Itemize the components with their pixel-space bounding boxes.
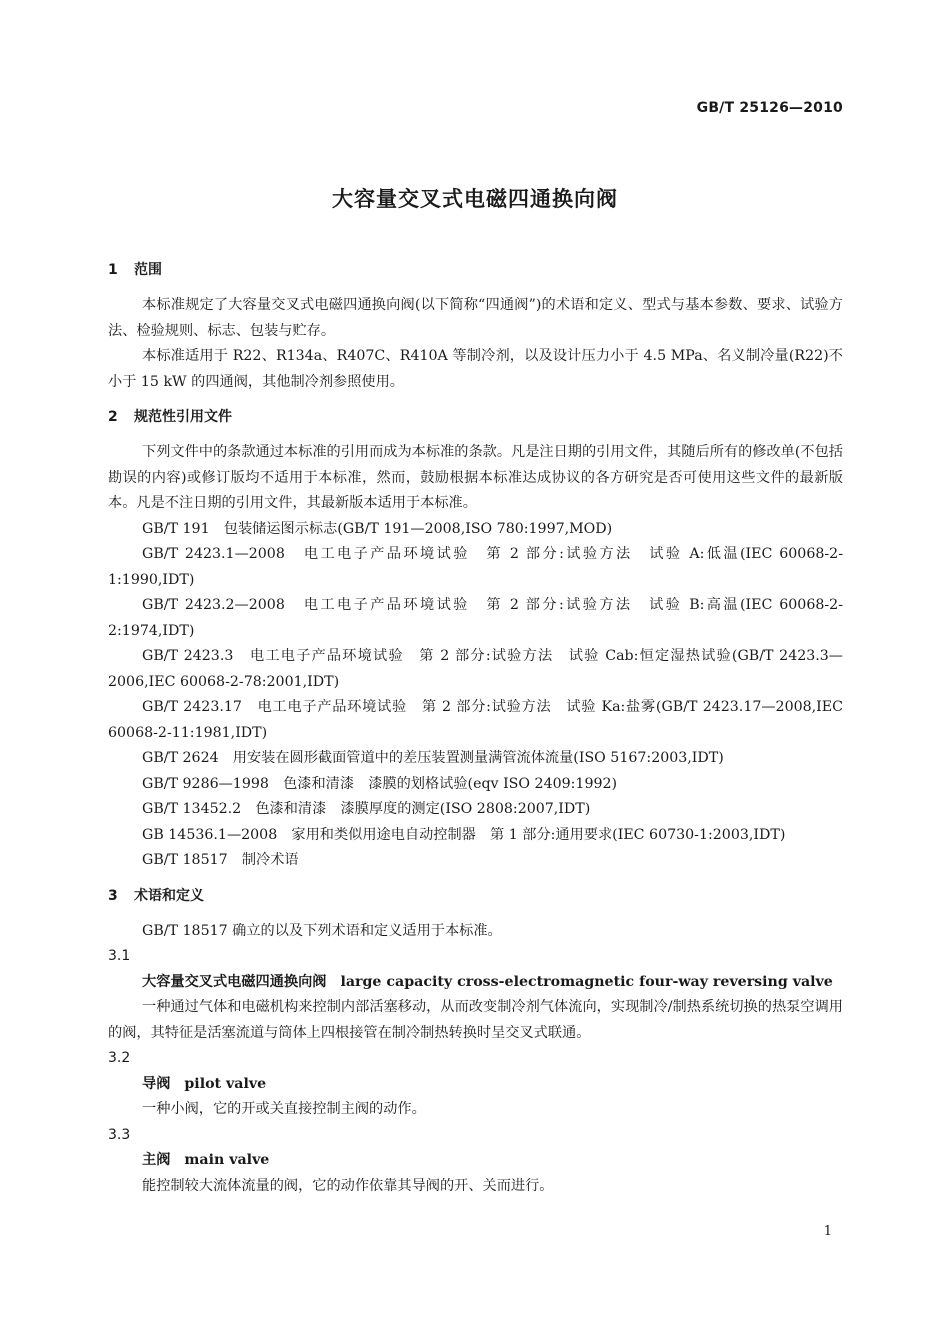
clause-number: 3.3: [108, 1126, 131, 1143]
term-chinese: 大容量交叉式电磁四通换向阀: [142, 973, 327, 990]
reference-item: GB 14536.1—2008 家用和类似用途电自动控制器 第 1 部分:通用要求(IEC 60730-1:2003,IDT): [142, 826, 786, 843]
term-chinese: 主阀: [142, 1152, 171, 1168]
section-heading-scope: [108, 258, 843, 283]
standard-number: GB/T 25126—2010: [696, 100, 843, 116]
term-chinese: 导阀: [142, 1075, 171, 1092]
term-english: pilot valve: [184, 1075, 267, 1092]
reference-item: GB/T 13452.2 色漆和清漆 漆膜厚度的测定(ISO 2808:2007,IDT): [142, 801, 591, 817]
paragraph: 下列文件中的条款通过本标准的引用而成为本标准的条款。凡是注日期的引用文件，其随后所有的修改单(不包括勘误的内容)或修订版均不适用于本标准，然而，鼓励根据本标准达成协议的各方研究是否可使用这些文件的最新版本。凡是不注日期的引用文件，其最新版本适用于本标准。: [108, 444, 843, 511]
reference-item: GB/T 2423.1—2008 电工电子产品环境试验 第 2 部分:试验方法 试验 A:低温(IEC 60068-2-1:1990,IDT): [108, 546, 843, 588]
section-number: 3: [108, 887, 118, 904]
section-heading-terms: [108, 884, 843, 909]
reference-item: GB/T 9286—1998 色漆和清漆 漆膜的划格试验(eqv ISO 2409:1992): [142, 775, 618, 792]
clause-number: 3.1: [108, 948, 131, 964]
page-number: 1: [823, 1224, 832, 1239]
term-entry: [108, 1072, 843, 1098]
clause-number: 3.2: [108, 1050, 131, 1066]
reference-item: GB/T 2423.17 电工电子产品环境试验 第 2 部分:试验方法 试验 Ka:盐雾(GB/T 2423.17—2008,IEC 60068-2-11:1981,IDT): [108, 699, 843, 741]
section-heading-references: [108, 405, 843, 430]
section-title: 规范性引用文件: [134, 409, 232, 425]
reference-item: GB/T 191 包装储运图示标志(GB/T 191—2008,ISO 780:1997,MOD): [142, 520, 613, 537]
paragraph: GB/T 18517 确立的以及下列术语和定义适用于本标准。: [142, 922, 502, 939]
term-definition: 能控制较大流体流量的阀，它的动作依靠其导阀的开、关而进行。: [142, 1177, 554, 1194]
reference-item: GB/T 2624 用安装在圆形截面管道中的差压装置测量满管流体流量(ISO 5167:2003,IDT): [142, 750, 724, 766]
term-english: main valve: [184, 1152, 270, 1168]
paragraph: 本标准规定了大容量交叉式电磁四通换向阀(以下简称“四通阀”)的术语和定义、型式与基本参数、要求、试验方法、检验规则、标志、包装与贮存。: [108, 297, 843, 339]
section-number: 2: [108, 409, 118, 425]
reference-item: GB/T 18517 制冷术语: [142, 852, 299, 868]
reference-item: GB/T 2423.3 电工电子产品环境试验 第 2 部分:试验方法 试验 Cab:恒定湿热试验(GB/T 2423.3—2006,IEC 60068-2-78:2001,IDT): [108, 648, 843, 690]
term-definition: 一种小阀，它的开或关直接控制主阀的动作。: [142, 1101, 426, 1117]
section-number: 1: [108, 262, 118, 278]
term-english: large capacity cross-electromagnetic four-way reversing valve: [340, 973, 833, 990]
term-entry: [108, 970, 843, 996]
term-definition: 一种通过气体和电磁机构来控制内部活塞移动，从而改变制冷剂气体流向，实现制冷/制热系统切换的热泵空调用的阀，其特征是活塞流道与筒体上四根接管在制冷制热转换时呈交叉式联通。: [108, 999, 843, 1041]
paragraph: 本标准适用于 R22、R134a、R407C、R410A 等制冷剂，以及设计压力小于 4.5 MPa、名义制冷量(R22)不小于 15 kW 的四通阀，其他制冷剂参照使用。: [108, 348, 843, 390]
term-entry: [108, 1148, 843, 1174]
section-title: 范围: [134, 262, 162, 278]
document-title: 大容量交叉式电磁四通换向阀: [332, 187, 618, 211]
section-title: 术语和定义: [134, 887, 204, 904]
reference-item: GB/T 2423.2—2008 电工电子产品环境试验 第 2 部分:试验方法 试验 B:高温(IEC 60068-2-2:1974,IDT): [108, 597, 843, 639]
document-body: [108, 258, 843, 1199]
